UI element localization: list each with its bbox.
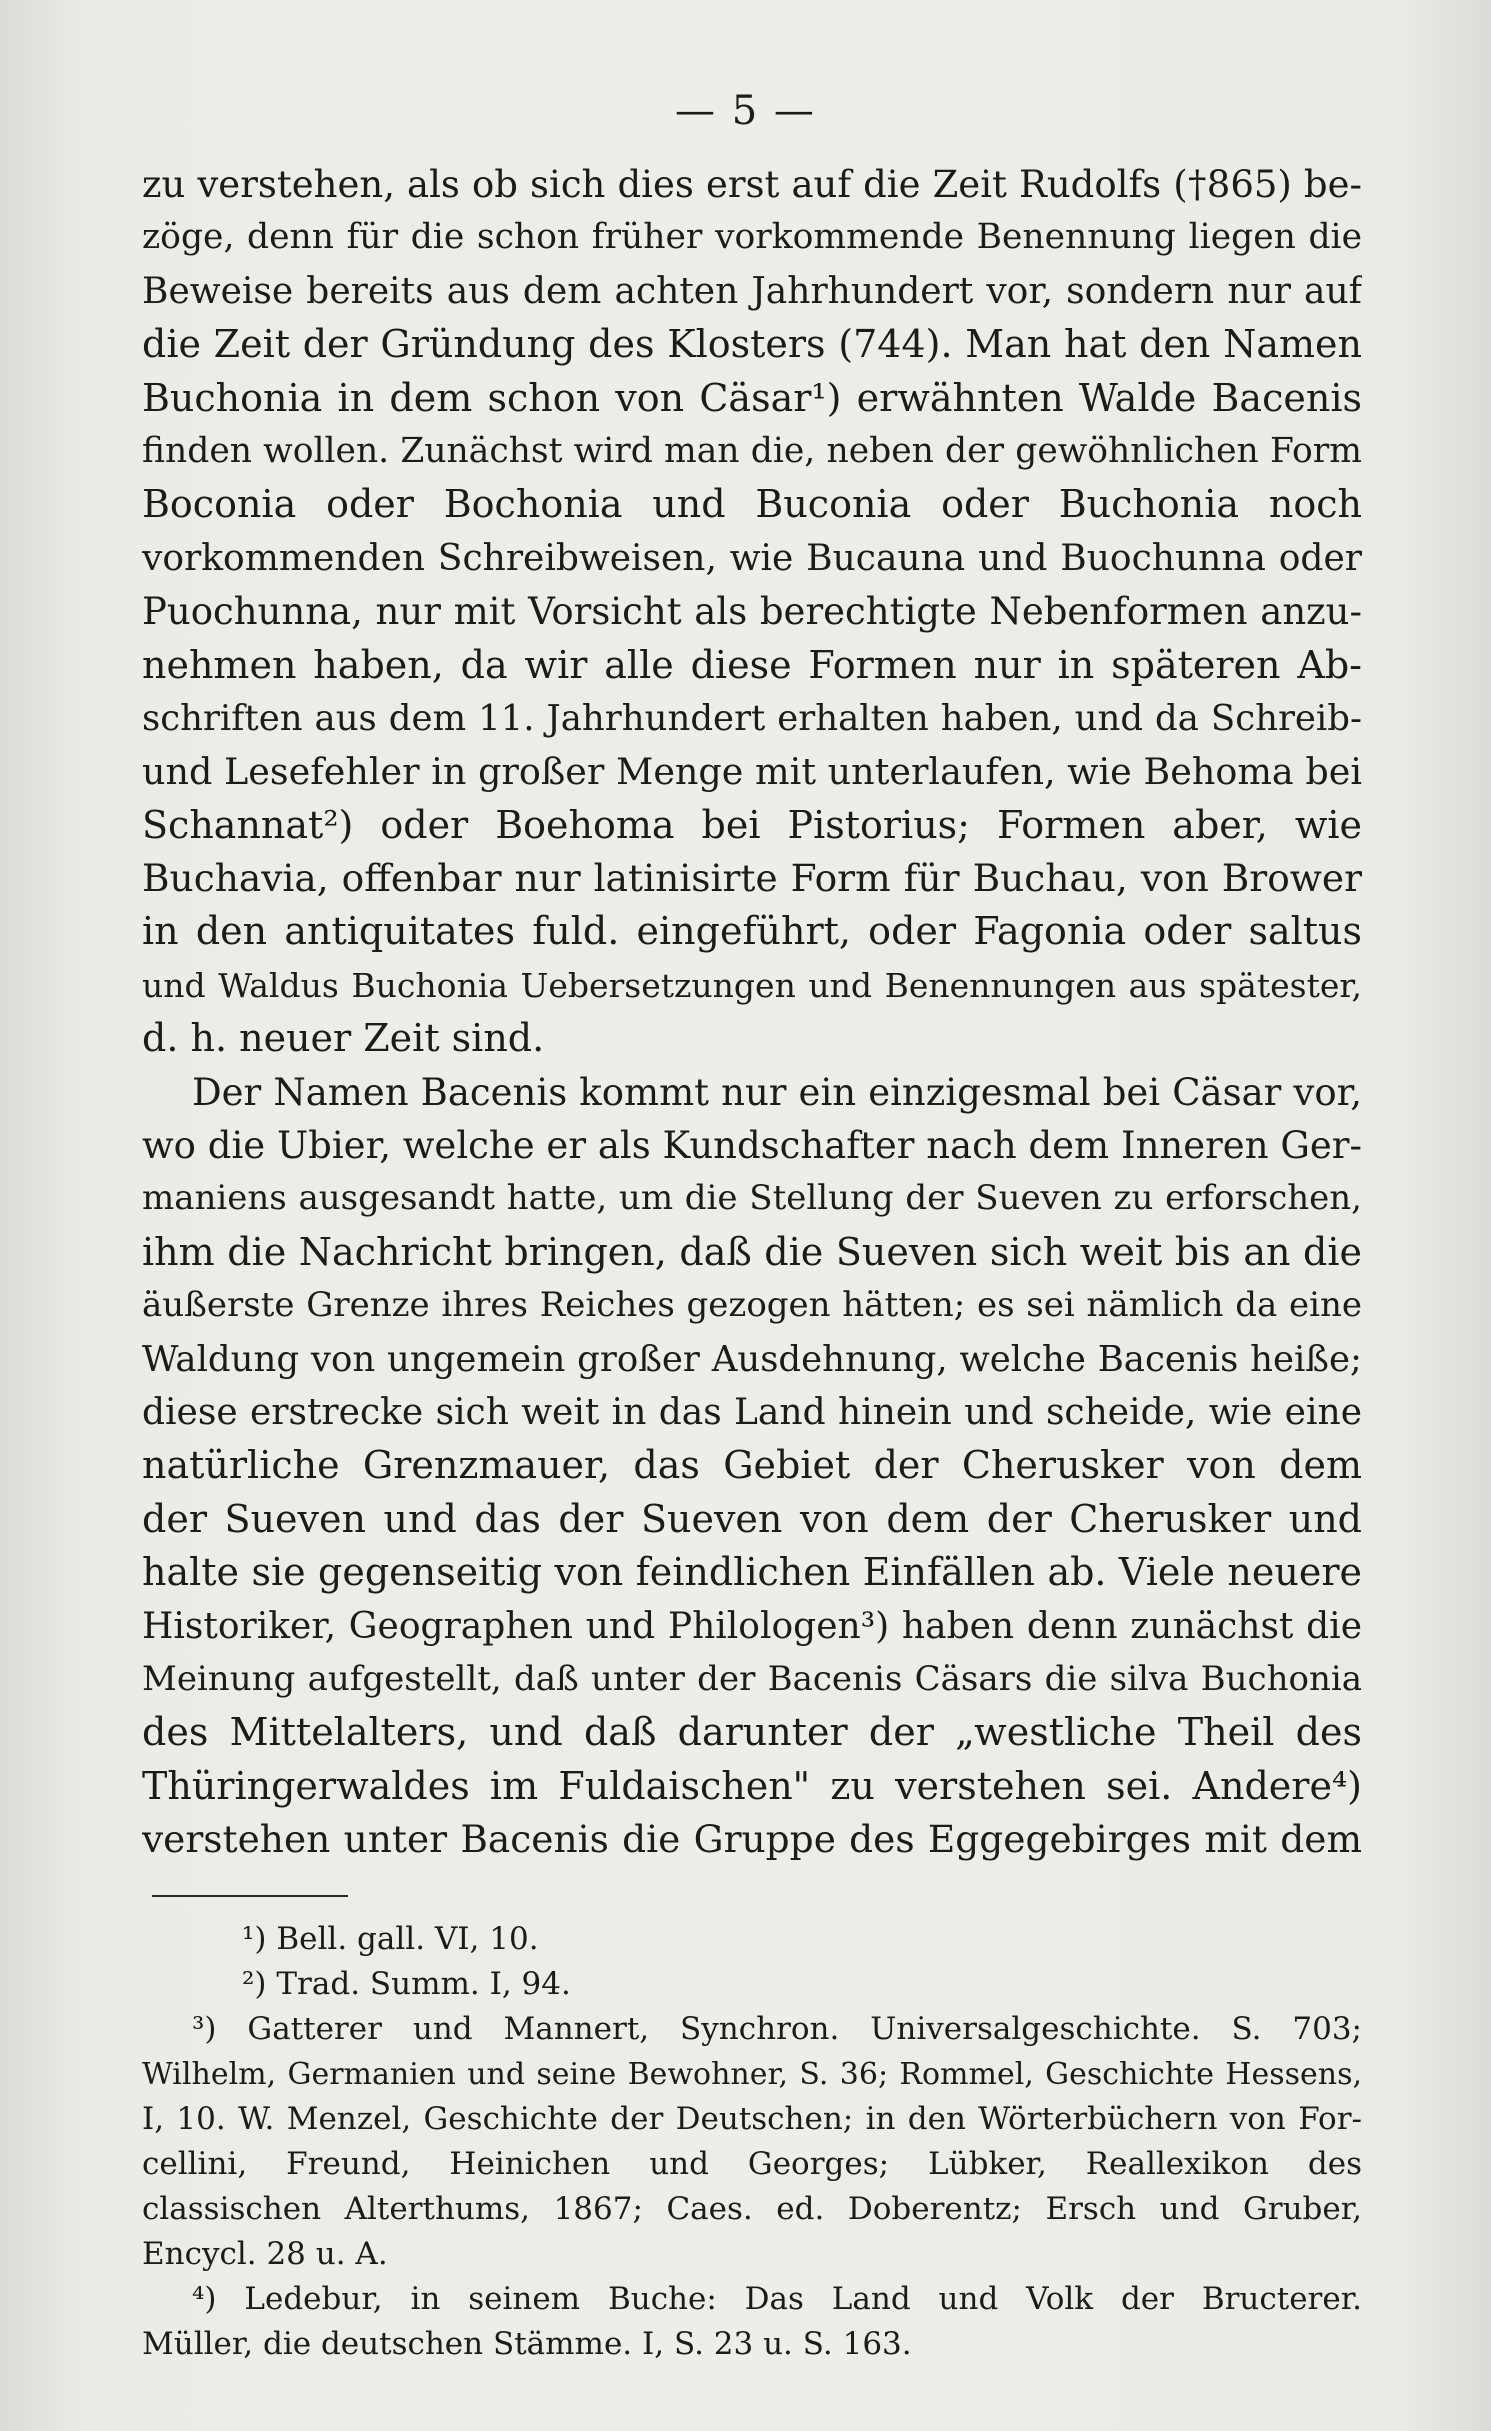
footnote-line: ²) Trad. Summ. I, 94. — [242, 1966, 571, 2002]
text-line: maniens ausgesandt hatte, um die Stellung der Sueven zu erforschen, — [142, 1178, 1362, 1219]
text-line: und Waldus Buchonia Uebersetzungen und Benennungen aus spätester, — [142, 965, 1362, 1005]
text-line: wo die Ubier, welche er als Kundschafter nach dem Inneren Ger- — [142, 1124, 1362, 1168]
paragraph-start-line: Der Namen Bacenis kommt nur ein einzigesmal bei Cäsar vor, — [192, 1070, 1362, 1114]
text-line: äußerste Grenze ihres Reiches gezogen hätten; es sei nämlich da eine — [142, 1285, 1362, 1326]
text-line: Beweise bereits aus dem achten Jahrhundert vor, sondern nur auf — [142, 270, 1362, 312]
footnote-line: I, 10. W. Menzel, Geschichte der Deutschen; in den Wörterbüchern von For- — [142, 2101, 1362, 2137]
text-line: Waldung von ungemein großer Ausdehnung, welche Bacenis heiße; — [142, 1338, 1362, 1380]
footnote-line: ⁴) Ledebur, in seinem Buche: Das Land und Volk der Bructerer. — [192, 2281, 1362, 2317]
text-line: Buchonia in dem schon von Cäsar¹) erwähnten Walde Bacenis — [142, 375, 1362, 420]
footnote-line: ¹) Bell. gall. VI, 10. — [242, 1921, 539, 1957]
text-line: halte sie gegenseitig von feindlichen Einfällen ab. Viele neuere — [142, 1550, 1362, 1595]
text-line: Buchavia, offenbar nur latinisirte Form für Buchau, von Brower — [142, 856, 1362, 901]
text-line: und Lesefehler in großer Menge mit unterlaufen, wie Behoma bei — [142, 750, 1362, 794]
text-line: d. h. neuer Zeit sind. — [142, 1016, 545, 1061]
text-line: zu verstehen, als ob sich dies erst auf die Zeit Rudolfs (†865) be- — [142, 163, 1362, 206]
page-number: — 5 — — [675, 88, 816, 134]
text-line: ihm die Nachricht bringen, daß die Sueven sich weit bis an die — [142, 1229, 1362, 1274]
text-line: diese erstrecke sich weit in das Land hinein und scheide, wie eine — [142, 1391, 1362, 1433]
footnote-line: Wilhelm, Germanien und seine Bewohner, S. 36; Rommel, Geschichte Hessens, — [142, 2057, 1362, 2092]
footnote-divider — [152, 1895, 348, 1897]
footnote-line: classischen Alterthums, 1867; Caes. ed. Doberentz; Ersch und Gruber, — [142, 2191, 1362, 2227]
footnote-line: cellini, Freund, Heinichen und Georges; Lübker, Reallexikon des — [142, 2146, 1362, 2182]
text-line: der Sueven und das der Sueven von dem der Cherusker und — [142, 1496, 1362, 1541]
footnote-line: Müller, die deutschen Stämme. I, S. 23 u. S. 163. — [142, 2326, 912, 2362]
text-line: zöge, denn für die schon früher vorkommende Benennung liegen die — [142, 217, 1362, 258]
footnote-line: ³) Gatterer und Mannert, Synchron. Universalgeschichte. S. 703; — [192, 2011, 1362, 2047]
main-text — [142, 158, 1362, 1867]
text-line: natürliche Grenzmauer, das Gebiet der Cherusker von dem — [142, 1443, 1362, 1488]
text-line: des Mittelalters, und daß darunter der „westliche Theil des — [142, 1710, 1362, 1755]
text-line: finden wollen. Zunächst wird man die, neben der gewöhnlichen Form — [142, 430, 1362, 471]
text-line: vorkommenden Schreibweisen, wie Bucauna und Buochunna oder — [142, 537, 1362, 579]
text-line: Puochunna, nur mit Vorsicht als berechtigte Nebenformen anzu- — [142, 590, 1362, 634]
footnotes — [142, 1917, 1362, 2367]
text-line: Schannat²) oder Boehoma bei Pistorius; Formen aber, wie — [142, 802, 1362, 847]
text-line: in den antiquitates fuld. eingeführt, oder Fagonia oder saltus — [142, 909, 1362, 954]
footnote-line: Encycl. 28 u. A. — [142, 2236, 388, 2272]
text-line: Thüringerwaldes im Fuldaischen" zu verstehen sei. Andere⁴) — [142, 1763, 1362, 1808]
text-line: Historiker, Geographen und Philologen³) haben denn zunächst die — [142, 1605, 1362, 1647]
text-line: Meinung aufgestellt, daß unter der Bacenis Cäsars die silva Buchonia — [142, 1658, 1362, 1699]
text-line: Boconia oder Bochonia und Buconia oder Buchonia noch — [142, 482, 1362, 527]
text-line: verstehen unter Bacenis die Gruppe des Eggegebirges mit dem — [142, 1817, 1362, 1862]
text-line: die Zeit der Gründung des Klosters (744). Man hat den Namen — [142, 322, 1362, 367]
text-line: schriften aus dem 11. Jahrhundert erhalten haben, und da Schreib- — [142, 697, 1362, 739]
text-line: nehmen haben, da wir alle diese Formen nur in späteren Ab- — [142, 642, 1362, 687]
